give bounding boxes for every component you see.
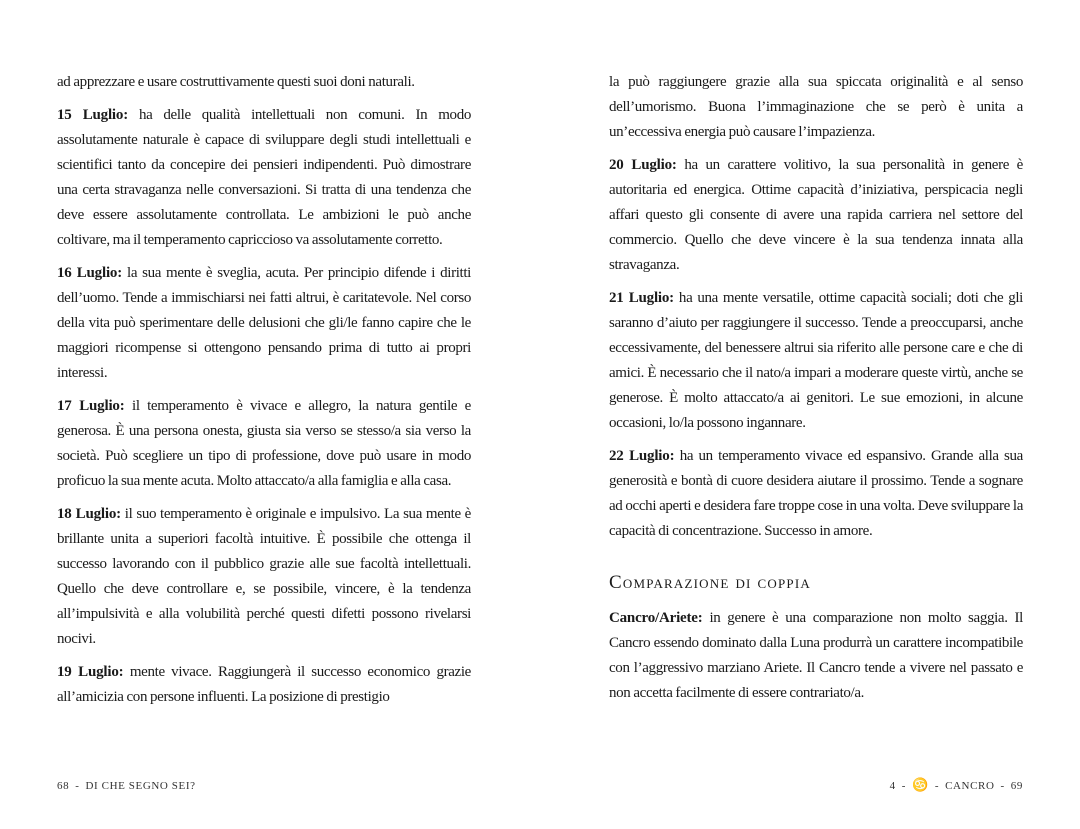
left-page	[57, 0, 471, 829]
entry-text: ha delle qualità intellettuali non comuni. In modo assolutamente naturale è capace di sviluppare degli studi intellettuali e scientifici tanto da concepire dei pensieri indipendenti. Può dimostrare una certa stravaganza nelle conversazioni. Si tratta di una tendenza che deve essere assolutamente controllata. Le ambizioni le può anche coltivare, ma il temperamento capriccioso va assolutamente corretto.	[57, 107, 471, 248]
entry-text: ha un temperamento vivace ed espansivo. Grande alla sua generosità e bontà di cuore desidera aiutare il prossimo. Tende a sognare ad occhi aperti e desidera fare troppe cose in una volta. Deve sviluppare la capacità di concentrazione. Successo in amore.	[609, 448, 1023, 539]
left-page-body	[57, 70, 471, 718]
cancer-zodiac-icon: ♋	[912, 777, 929, 792]
entry-17-luglio	[57, 394, 471, 494]
left-page-footer	[57, 761, 471, 793]
entry-15-luglio	[57, 103, 471, 253]
entry-date-label: 21 Luglio:	[609, 290, 674, 306]
entry-text: ha un carattere volitivo, la sua personalità in genere è autoritaria ed energica. Ottime capacità d’iniziativa, perspicacia negli affari questo gli consente di avere una rapida carriera nel settore del commercio. Quello che deve vincere è la sua tendenza innata alla stravaganza.	[609, 157, 1023, 273]
chapter-number: 4	[889, 780, 896, 792]
footer-separator: -	[75, 780, 80, 792]
entry-text: mente vivace. Raggiungerà il successo economico grazie all’amicizia con persone influenti. La posizione di prestigio	[57, 664, 471, 705]
entry-date-label: 19 Luglio:	[57, 664, 124, 680]
entry-date-label: 22 Luglio:	[609, 448, 675, 464]
entry-16-luglio	[57, 261, 471, 386]
entry-19-luglio	[57, 660, 471, 710]
right-page-footer	[609, 760, 1023, 793]
entry-date-label: 20 Luglio:	[609, 157, 677, 173]
chapter-title: CANCRO	[945, 780, 995, 792]
page-number: 69	[1010, 780, 1023, 792]
entry-text: in genere è una comparazione non molto saggia. Il Cancro essendo dominato dalla Luna produrrà un carattere incompatibile con l’aggressivo marziano Ariete. Il Cancro tende a vivere nel passato e non accetta facilmente di essere contrariato/a.	[609, 610, 1023, 701]
right-page-body	[609, 70, 1023, 714]
entry-date-label: 18 Luglio:	[57, 506, 121, 522]
paragraph-text: la può raggiungere grazie alla sua spiccata originalità e al senso dell’umorismo. Buona l’immaginazione che se però è unita a un’eccessiva energia può causare l’impazienza.	[609, 74, 1023, 140]
entry-22-luglio	[609, 444, 1023, 544]
entry-date-label: 16 Luglio:	[57, 265, 123, 281]
section-heading: Comparazione di coppia	[609, 572, 811, 593]
paragraph-continuation	[609, 70, 1023, 145]
entry-18-luglio	[57, 502, 471, 652]
entry-21-luglio	[609, 286, 1023, 436]
page-number: 68	[57, 780, 70, 792]
footer-separator: -	[934, 780, 940, 792]
entry-20-luglio	[609, 153, 1023, 278]
right-page	[609, 0, 1023, 829]
footer-separator: -	[1000, 780, 1005, 792]
entry-text: la sua mente è sveglia, acuta. Per principio difende i diritti dell’uomo. Tende a immischiarsi nei fatti altrui, è caritatevole. Nel corso della vita può sperimentare delle delusioni che gli/le fanno capire che le maggiori ricompense si ottengono pensando prima di tutto ai propri interessi.	[57, 265, 471, 381]
pair-label: Cancro/Ariete:	[609, 610, 703, 626]
entry-date-label: 17 Luglio:	[57, 398, 125, 414]
paragraph-text: ad apprezzare e usare costruttivamente questi suoi doni naturali.	[57, 74, 415, 90]
paragraph-continuation	[57, 70, 471, 95]
running-title: DI CHE SEGNO SEI?	[85, 780, 196, 792]
entry-text: il suo temperamento è originale e impulsivo. La sua mente è brillante unita a superiori facoltà intuitive. È possibile che ottenga il successo lavorando con il pubblico grazie alle sue facoltà intellettuali. Quello che deve controllare e, se possibile, vincere, è la tendenza all’impulsività e alla volubilità perché questi difetti possono rivelarsi nocivi.	[57, 506, 471, 647]
footer-separator: -	[901, 780, 907, 792]
entry-date-label: 15 Luglio:	[57, 107, 128, 123]
entry-text: ha una mente versatile, ottime capacità sociali; doti che gli saranno d’aiuto per raggiungere il successo. Tende a preoccuparsi, anche eccessivamente, del benessere altrui sia riferito alle persone care e che di amici. È necessario che il nato/a impari a moderare queste virtù, anche se generose. È molto attaccato/a ai genitori. Le sue emozioni, in alcune occasioni, lo/la possono ingannare.	[609, 290, 1023, 431]
entry-cancro-ariete	[609, 606, 1023, 706]
entry-text: il temperamento è vivace e allegro, la natura gentile e generosa. È una persona onesta, giusta sia verso se stesso/a sia verso la società. Può scegliere un tipo di professione, dove può usare in modo proficuo la sua mente acuta. Molto attaccato/a alla famiglia e alla casa.	[57, 398, 471, 489]
